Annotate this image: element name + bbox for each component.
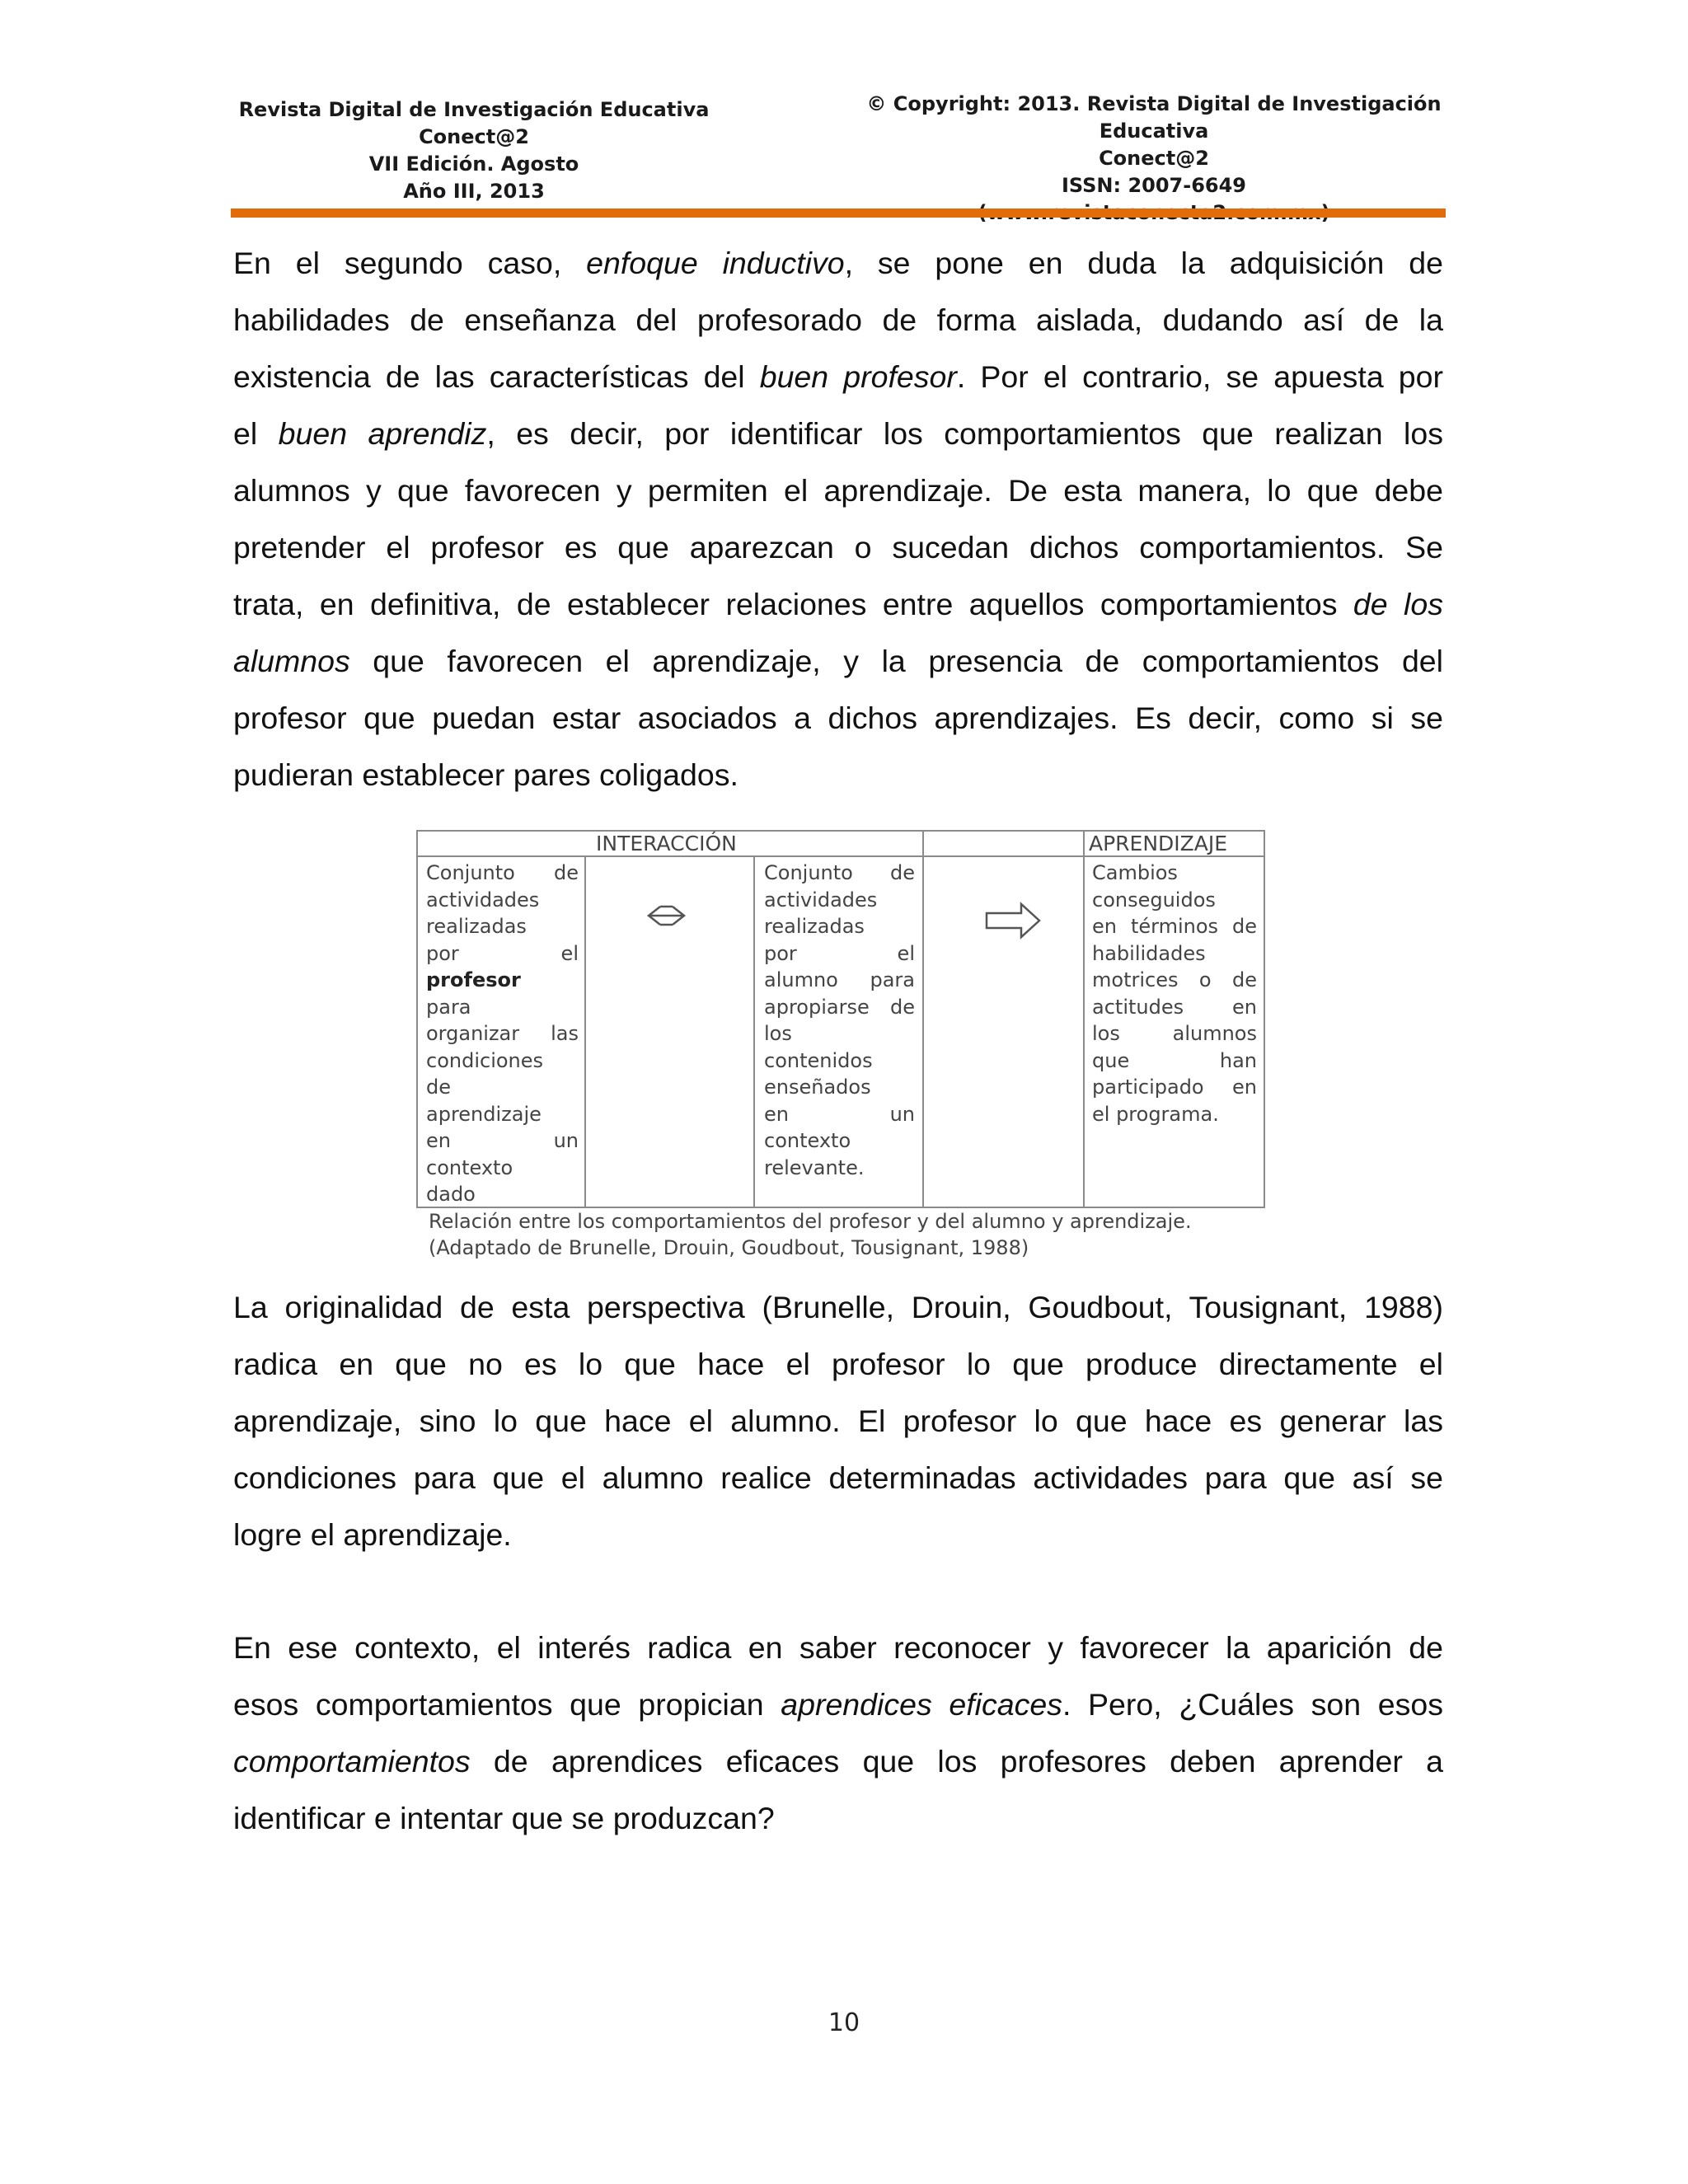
cell-alumno: Conjunto de actividades realizadas por el alumno para apropiarse de los contenidos enseñados en un contexto relevante. [764,861,915,1179]
text-line: pretender el profesor es que aparezcan o sucedan dichos comportamientos. Se [233,530,1443,565]
text-line: radica en que no es lo que hace el profesor lo que produce directamente el [233,1347,1443,1381]
figure-interaction-table [416,830,1265,1209]
cell-profesor: Conjunto de actividades realizadas por el profesor para organizar las condiciones de aprendizaje en un contexto dado [426,861,579,1206]
figure-caption: Relación entre los comportamientos del profesor y del alumno y aprendizaje. (Adaptado de Brunelle, Drouin, Goudbout, Tousignant, 1988) [429,1210,1192,1259]
header-aprendizaje: APRENDIZAJE [1089,832,1228,855]
text-line: alumnos y que favorecen y permiten el aprendizaje. De esta manera, lo que debe [233,473,1443,508]
text-line: aprendizaje, sino lo que hace el alumno. El profesor lo que hace es generar las [233,1404,1443,1438]
text-line: trata, en definitiva, de establecer relaciones entre aquellos comportamientos de los [233,587,1443,621]
journal-short-name-right: Conect@2 [1099,147,1209,170]
issn: ISSN: 2007-6649 [1061,174,1246,197]
journal-header-right [812,91,1496,227]
text-line: comportamientos de aprendices eficaces que los profesores deben aprender a [233,1744,1443,1779]
text-line: esos comportamientos que propician aprendices eficaces. Pero, ¿Cuáles son esos [233,1687,1443,1722]
text-line: En el segundo caso, enfoque inductivo, se pone en duda la adquisición de [233,246,1443,280]
cell-aprendizaje: Cambios conseguidos en términos de habilidades motrices o de actitudes en los alumnos que han participado en el programa. [1092,861,1257,1126]
year: Año III, 2013 [403,180,545,203]
copyright: © Copyright: 2013. Revista Digital de Investigación Educativa [866,92,1442,143]
journal-header-left [231,96,717,205]
double-arrow-icon [649,907,684,925]
figure-table [416,830,1265,1209]
text-line: el buen aprendiz, es decir, por identificar los comportamientos que realizan los [233,416,1443,451]
journal-name: Revista Digital de Investigación Educativa [238,98,710,121]
text-line: La originalidad de esta perspectiva (Brunelle, Drouin, Goudbout, Tousignant, 1988) [233,1290,1443,1324]
text-line: alumnos que favorecen el aprendizaje, y la presencia de comportamientos del [233,644,1443,678]
header-interaccion: INTERACCIÓN [596,832,737,855]
page-number: 10 [828,2008,860,2037]
paragraph-1 [233,235,1443,804]
text-line: En ese contexto, el interés radica en saber reconocer y favorecer la aparición de [233,1630,1443,1665]
text-line: condiciones para que el alumno realice determinadas actividades para que así se [233,1460,1443,1495]
journal-short-name: Conect@2 [419,125,529,148]
text-line: existencia de las características del buen profesor. Por el contrario, se apuesta por [233,359,1443,394]
text-line: habilidades de enseñanza del profesorado de forma aislada, dudando así de la [233,302,1443,337]
header-rule [231,209,1446,218]
paragraph-3 [233,1619,1443,1847]
text-line: profesor que puedan estar asociados a dichos aprendizajes. Es decir, como si se [233,701,1443,735]
text-line: logre el aprendizaje. [233,1517,512,1552]
paragraph-2 [233,1279,1443,1563]
text-line: identificar e intentar que se produzcan? [233,1801,775,1835]
text-line: pudieran establecer pares coligados. [233,757,738,792]
edition: VII Edición. Agosto [368,152,579,176]
right-arrow-icon [987,904,1039,937]
